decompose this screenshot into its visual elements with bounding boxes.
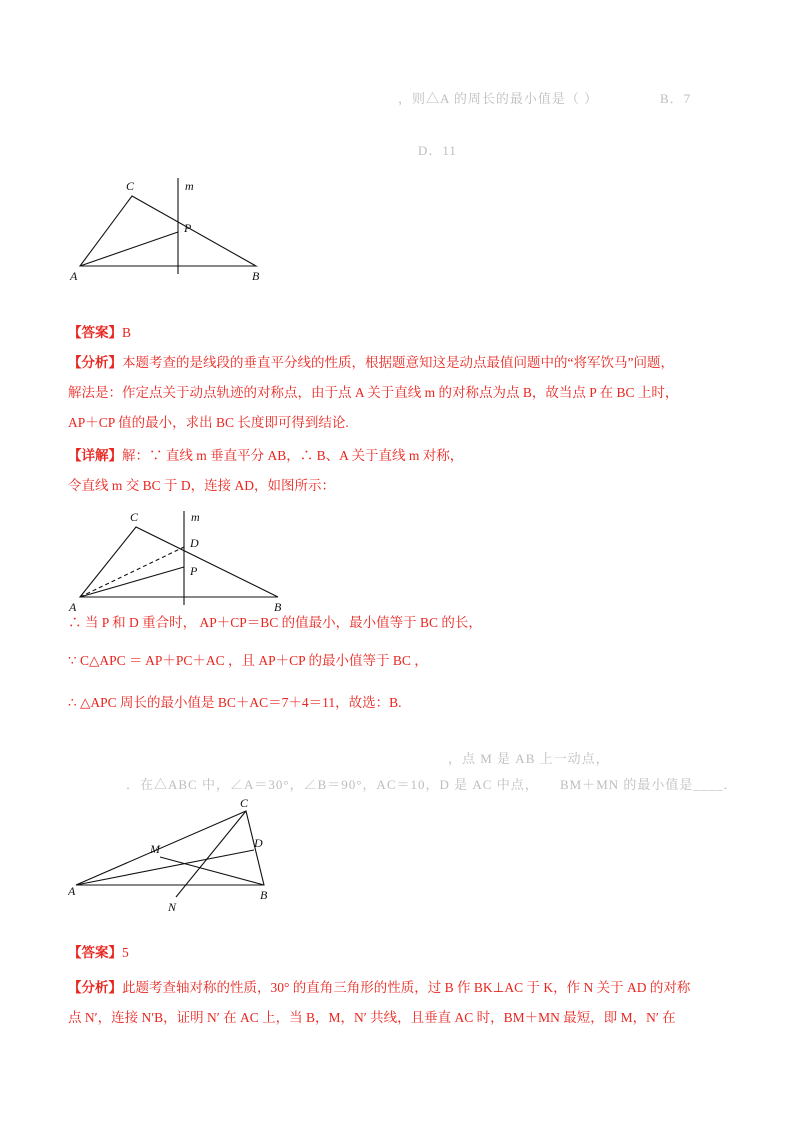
answer-line-1	[68, 320, 131, 346]
detail-line-2	[68, 473, 335, 499]
analysis-label: 【分析】	[68, 355, 122, 370]
answer-value-2: 5	[122, 945, 129, 960]
svg-text:m: m	[185, 179, 194, 193]
svg-text:B: B	[252, 269, 260, 283]
svg-text:P: P	[184, 221, 192, 235]
analysis-line-1	[68, 350, 674, 376]
svg-text:D: D	[254, 836, 263, 850]
analysis-line-5	[68, 1005, 676, 1031]
analysis-text-3: AP＋CP 值的最小，求出 BC 长度即可得到结论.	[68, 415, 349, 430]
figure-triangle-abc-m-n-d	[68, 795, 280, 915]
svg-text:m: m	[191, 510, 200, 524]
analysis-text-2: 解法是：作定点关于动点轨迹的对称点，由于点 A 关于直线 m 的对称点为点 B，故当点 P 在 BC 上时，	[68, 385, 679, 400]
analysis-text-4: 此题考查轴对称的性质，30° 的直角三角形的性质，过 B 作 BK⊥AC 于 K，作 N 关于 AD 的对称	[122, 980, 691, 995]
conclusion-line-2: ∵ C△APC ＝ AP＋PC＋AC ，且 AP＋CP 的最小值等于 BC ，	[68, 653, 428, 668]
svg-text:N: N	[168, 900, 177, 914]
svg-text:A: A	[68, 884, 76, 898]
svg-text:M: M	[150, 842, 160, 856]
svg-text:B: B	[260, 888, 268, 902]
faded-header-line-2: B．7	[660, 91, 692, 106]
analysis-line-2	[68, 380, 678, 406]
figure-triangle-abc-point-d	[68, 505, 290, 615]
detail-line-1	[68, 443, 463, 469]
svg-text:C: C	[240, 796, 249, 810]
analysis-label-2: 【分析】	[68, 980, 122, 995]
detail-label: 【详解】	[68, 448, 122, 463]
figure-triangle-abc-line-m	[68, 170, 264, 284]
conclusion-line-1: ∴ 当 P 和 D 重合时， AP＋CP＝BC 的值最小，最小值等于 BC 的长，	[68, 615, 482, 630]
detail-text-1: 解：∵ 直线 m 垂直平分 AB，∴ B、A 关于直线 m 对称，	[122, 448, 464, 463]
conclusion-line-3: ∴ △APC 周长的最小值是 BC＋AC＝7＋4＝11，故选：B.	[68, 695, 402, 710]
faded-header-line-3: D．11	[418, 143, 457, 158]
svg-text:A: A	[69, 600, 77, 614]
faded-middle-line-3: BM＋MN 的最小值是____．	[560, 777, 738, 792]
svg-text:B: B	[274, 600, 282, 614]
svg-text:C: C	[126, 179, 135, 193]
detail-text-2: 令直线 m 交 BC 于 D，连接 AD，如图所示：	[68, 478, 336, 493]
answer-label-2: 【答案】	[68, 945, 122, 960]
analysis-text-5: 点 N′，连接 N′B，证明 N′ 在 AC 上，当 B，M，N′ 共线，且垂直 AC 时，BM＋MN 最短，即 M，N′ 在	[68, 1010, 676, 1025]
faded-middle-line-2: ．在△ABC 中，∠A＝30°，∠B＝90°，AC＝10，D 是 AC 中点，	[126, 777, 539, 792]
answer-line-2	[68, 940, 129, 966]
answer-label: 【答案】	[68, 325, 122, 340]
svg-text:D: D	[190, 536, 199, 550]
analysis-text-1: 本题考查的是线段的垂直平分线的性质，根据题意知这是动点最值问题中的“将军饮马”问题，	[122, 355, 674, 370]
faded-middle-line-1: ，点 M 是 AB 上一动点，	[448, 751, 610, 766]
svg-text:C: C	[130, 510, 139, 524]
analysis-line-4	[68, 975, 690, 1001]
svg-text:P: P	[190, 564, 198, 578]
answer-value: B	[122, 325, 132, 340]
svg-text:A: A	[70, 269, 78, 283]
analysis-line-3	[68, 410, 349, 436]
faded-header-line-1: ，则△A 的周长的最小值是（ ）	[398, 91, 599, 106]
